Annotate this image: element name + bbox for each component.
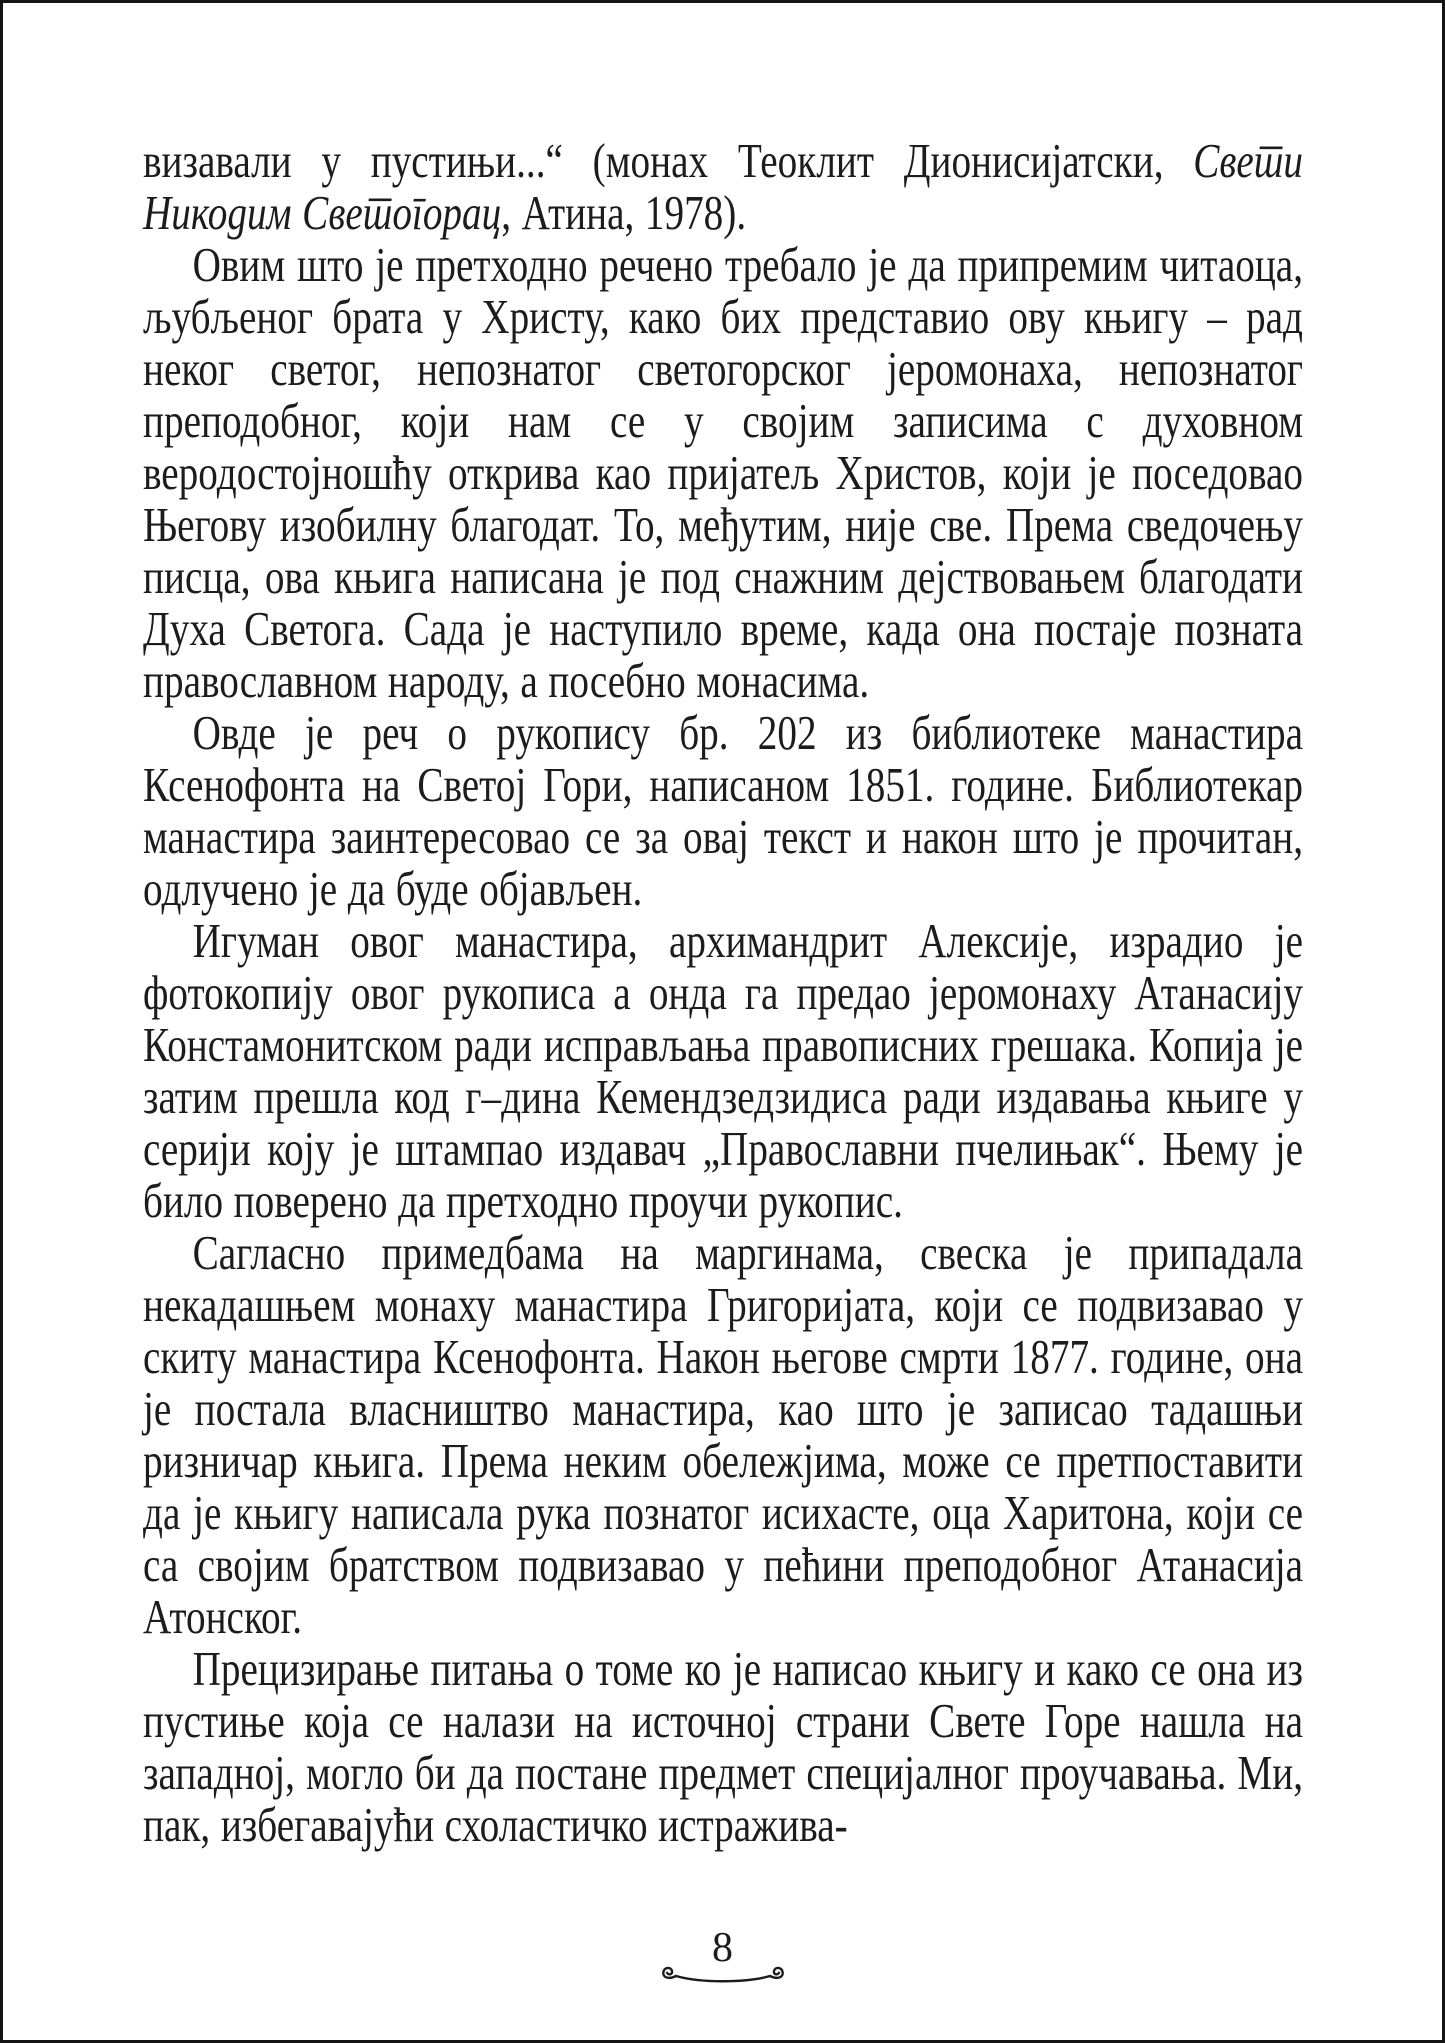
paragraph-text: , Атина, 1978).	[501, 185, 747, 240]
paragraph: Овде је реч о рукопису бр. 202 из библиотеке манастира Ксенофонта на Светој Гори, написаном 1851. године. Библиотекар манастира заинтересовао се за овај текст и након што је прочитан, одлучено је да буде објављен.	[143, 705, 1304, 916]
paragraph: Сагласно примедбама на маргинама, свеска је припадала некадашњем монаху манастира Григоријата, који се подвизавао у скиту манастира Ксенофонта. Након његове смрти 1877. године, она је постала власништво манастира, као што је записао тадашњи ризничар књига. Према неким обележјима, може се претпоставити да је књигу написала рука познатог исихасте, оца Харитона, који се са својим братством подвизавао у пећини преподобног Атанасија Атонског.	[143, 1225, 1304, 1644]
paragraph: Овим што је претходно речено требало је да припремим читаоца, љубљеног брата у Христу, како бих представио ову књигу – рад неког светог, непознатог светогорског јеромонаха, непознатог преподобног, који нам се у својим записима с духовном веродостојношћу открива као пријатељ Христов, који је поседовао Његову изобилну благодат. То, међутим, није све. Према сведочењу писца, ова књига написана је под снажним дејствовањем благодати Духа Светога. Сада је наступило време, када она постаје позната православном народу, а посебно монасима.	[143, 237, 1304, 708]
text-block	[143, 135, 1303, 1851]
paragraph-text: визавали у пустињи...“ (монах Теоклит Дионисијатски,	[143, 133, 1194, 188]
page-number: 8	[712, 1925, 733, 1971]
page-footer	[3, 1925, 1442, 1990]
paragraph: Игуман овог манастира, архимандрит Алексије, израдио је фотокопију овог рукописа а онда га предао јеромонаху Атанасију Констамонитском ради исправљања правописних грешака. Копија је затим прешла код г–дина Кемендзедзидиса ради издавања књиге у серији коју је штампао издавач „Православни пчелињак“. Њему је било поверено да претходно проучи рукопис.	[143, 913, 1304, 1228]
text-column	[143, 135, 1303, 1851]
book-title-italic: Свети Никодим Светогорац	[143, 133, 1303, 240]
paragraph-continuation	[143, 135, 1303, 239]
paragraph: Прецизирање питања о томе ко је написао књигу и како се она из пустиње која се налази на источној страни Свете Горе нашла на западној, могло би да постане предмет специјалног проучавања. Ми, пак, избегавајући схоластичко истражива-	[143, 1641, 1304, 1852]
